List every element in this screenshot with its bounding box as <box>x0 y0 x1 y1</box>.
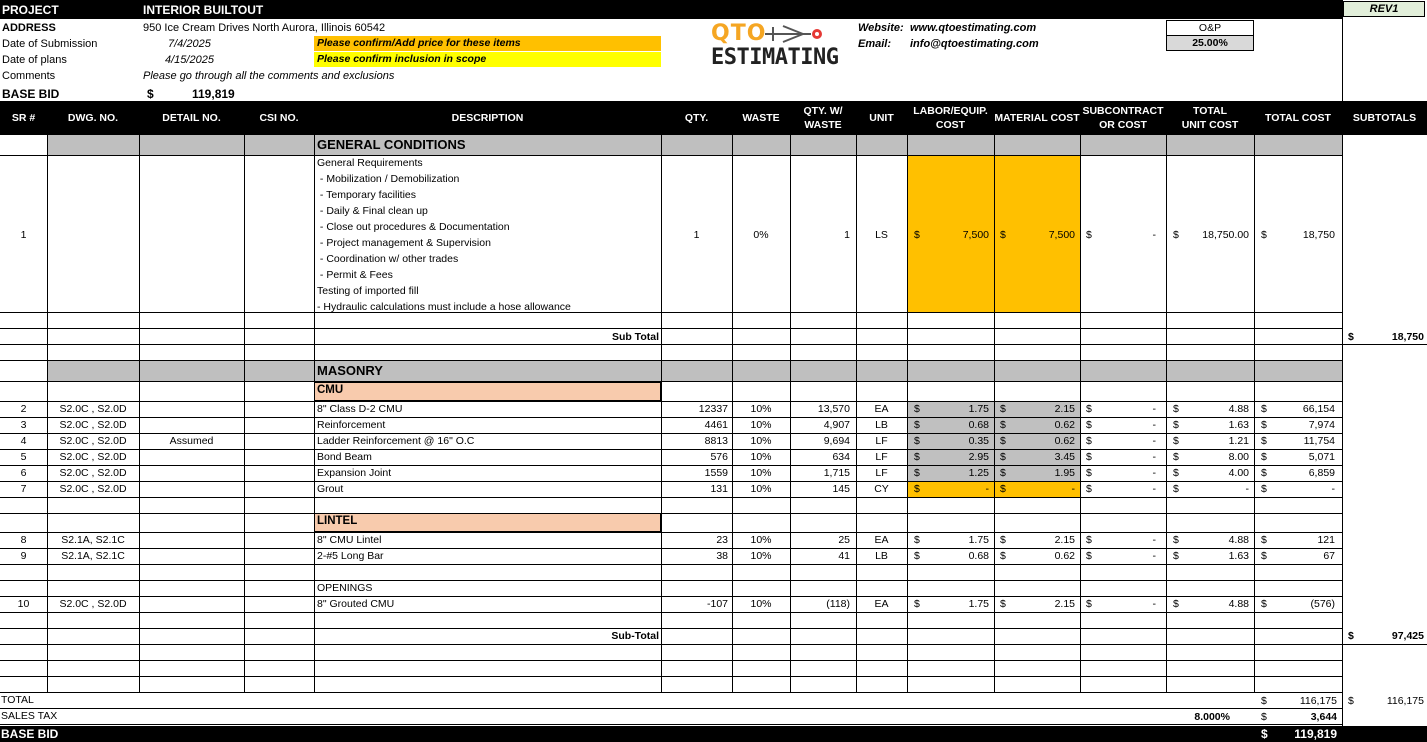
masonry-qty[interactable]: 8813 <box>704 435 728 447</box>
masonry-labor-dollar: $ <box>914 419 920 431</box>
base-bid-value-top[interactable]: 119,819 <box>192 87 235 101</box>
masonry-qtyw: 9,694 <box>823 435 850 447</box>
masonry-tc: 7,974 <box>1308 419 1335 431</box>
masonry-labor-dollar: $ <box>914 534 920 546</box>
masonry-labor[interactable]: 0.68 <box>968 550 989 562</box>
masonry-tc-dollar: $ <box>1261 534 1267 546</box>
base-bid-currency-top: $ <box>147 87 154 101</box>
openings-label: OPENINGS <box>317 582 373 594</box>
masonry-qtyw: 25 <box>838 534 850 546</box>
masonry-tuc-dollar: $ <box>1173 419 1179 431</box>
grid-row-line <box>0 644 1342 645</box>
masonry-unit[interactable]: LB <box>875 550 888 562</box>
grid-col-line <box>314 135 315 692</box>
masonry-labor-dollar: $ <box>914 403 920 415</box>
masonry-tuc-dollar: $ <box>1173 534 1179 546</box>
sales-tax-value: 3,644 <box>1310 711 1337 723</box>
masonry-tuc: 1.21 <box>1228 435 1249 447</box>
email-value[interactable]: info@qtoestimating.com <box>910 38 1039 50</box>
header-divider <box>1342 0 1343 101</box>
masonry-tuc: 4.88 <box>1228 403 1249 415</box>
grid-row-line <box>0 564 1342 565</box>
masonry-qtyw: 13,570 <box>817 403 850 415</box>
masonry-material-dollar: $ <box>1000 534 1006 546</box>
gen-sr: 1 <box>20 229 27 241</box>
masonry-material[interactable]: 0.62 <box>1054 550 1075 562</box>
masonry-tuc-dollar: $ <box>1173 550 1179 562</box>
masonry-detail[interactable] <box>139 532 244 548</box>
masonry-tc: 121 <box>1317 534 1335 546</box>
masonry-desc[interactable]: Reinforcement <box>317 419 386 431</box>
website-label: Website: <box>858 22 904 34</box>
masonry-unit[interactable]: LF <box>875 435 888 447</box>
general-description-line[interactable]: - Hydraulic calculations must include a hose allowance <box>317 301 571 313</box>
masonry-sr: 9 <box>20 550 27 562</box>
masonry-waste[interactable]: 10% <box>750 534 772 546</box>
masonry-sub-dollar: $ <box>1086 534 1092 546</box>
masonry-labor-dollar: $ <box>914 435 920 447</box>
masonry-material-dollar: $ <box>1000 483 1006 495</box>
col-total-cost: TOTAL COST <box>1265 112 1331 124</box>
masonry-desc[interactable]: Expansion Joint <box>317 467 392 479</box>
plans-value[interactable]: 4/15/2025 <box>165 54 214 66</box>
masonry-waste[interactable]: 10% <box>750 483 772 495</box>
masonry-tuc: 4.88 <box>1228 534 1249 546</box>
base-bid-label-top: BASE BID <box>2 87 60 101</box>
masonry-detail[interactable] <box>139 596 244 612</box>
masonry-material-dollar: $ <box>1000 419 1006 431</box>
col-total-unit-cost: TOTAL UNIT COST <box>1181 105 1239 131</box>
email-label: Email: <box>858 38 892 50</box>
general-description-line[interactable]: General Requirements <box>317 157 423 169</box>
gen-tc: 18,750 <box>1302 229 1335 241</box>
masonry-qtyw: 1,715 <box>823 467 850 479</box>
masonry-tc: 11,754 <box>1303 435 1335 447</box>
masonry-labor[interactable]: - <box>985 483 989 495</box>
masonry-sr: 6 <box>20 467 27 479</box>
masonry-tuc: 1.63 <box>1228 419 1249 431</box>
logo-compass-icon <box>763 22 827 46</box>
masonry-qtyw: (118) <box>826 598 850 610</box>
masonry-tuc-dollar: $ <box>1173 403 1179 415</box>
masonry-unit[interactable]: LB <box>875 419 888 431</box>
op-value[interactable]: 25.00% <box>1166 35 1254 51</box>
masonry-material[interactable]: - <box>1071 483 1075 495</box>
logo-qto-text: QTO <box>711 21 767 46</box>
masonry-desc[interactable]: Grout <box>317 483 344 495</box>
masonry-dwg[interactable]: S2.0C , S2.0D <box>59 483 127 495</box>
gen-unit[interactable]: LS <box>875 229 888 241</box>
col-waste: WASTE <box>742 112 780 124</box>
masonry-dwg[interactable]: S2.0C , S2.0D <box>59 435 127 447</box>
masonry-sub[interactable]: - <box>1152 467 1156 479</box>
grid-row-line <box>0 692 1342 693</box>
grid-row-line <box>0 628 1342 629</box>
col-subtotals: SUBTOTALS <box>1352 112 1417 124</box>
masonry-material-dollar: $ <box>1000 451 1006 463</box>
masonry-tuc-dollar: $ <box>1173 451 1179 463</box>
masonry-section-title: MASONRY <box>317 363 383 378</box>
general-description-line[interactable]: - Daily & Final clean up <box>317 205 428 217</box>
masonry-labor-dollar: $ <box>914 598 920 610</box>
total-dollar: $ <box>1261 695 1267 707</box>
logo-estimating-text: ESTIMATING <box>711 45 839 70</box>
masonry-labor-dollar: $ <box>914 451 920 463</box>
rev-box[interactable]: REV1 <box>1343 1 1425 17</box>
col-qty: QTY. <box>684 112 709 124</box>
masonry-tuc-dollar: $ <box>1173 598 1179 610</box>
masonry-detail[interactable]: Assumed <box>169 435 214 447</box>
masonry-qty[interactable]: 12337 <box>698 403 728 415</box>
gen-material-dollar: $ <box>1000 229 1006 241</box>
masonry-material[interactable]: 0.62 <box>1054 435 1075 447</box>
masonry-waste[interactable]: 10% <box>750 451 772 463</box>
masonry-desc[interactable]: Ladder Reinforcement @ 16" O.C <box>317 435 475 447</box>
general-description-line[interactable]: - Permit & Fees <box>317 269 393 281</box>
gen-waste[interactable]: 0% <box>753 229 769 241</box>
masonry-desc[interactable]: 8" CMU Lintel <box>317 534 382 546</box>
masonry-unit[interactable]: LF <box>875 467 888 479</box>
masonry-tc-dollar: $ <box>1261 467 1267 479</box>
masonry-sub-dollar: $ <box>1086 598 1092 610</box>
project-label: PROJECT <box>2 3 59 17</box>
masonry-detail[interactable] <box>139 417 244 433</box>
gen-tuc-dollar: $ <box>1173 229 1179 241</box>
base-bid-label-bottom: BASE BID <box>1 727 59 741</box>
masonry-desc[interactable]: Bond Beam <box>317 451 372 463</box>
masonry-tc: - <box>1331 483 1335 495</box>
masonry-labor[interactable]: 0.68 <box>968 419 989 431</box>
base-bid-dollar-bottom: $ <box>1261 727 1268 741</box>
masonry-detail[interactable] <box>139 449 244 465</box>
cmu-subheader-label: CMU <box>317 384 344 396</box>
submission-value[interactable]: 7/4/2025 <box>168 38 211 50</box>
grid-row-line <box>0 580 1342 581</box>
masonry-material-dollar: $ <box>1000 435 1006 447</box>
grid-row-line <box>0 312 1342 313</box>
masonry-labor[interactable]: 1.75 <box>968 534 989 546</box>
masonry-unit[interactable]: EA <box>874 403 889 415</box>
masonry-waste[interactable]: 10% <box>750 403 772 415</box>
masonry-labor[interactable]: 1.75 <box>968 403 989 415</box>
masonry-tc-dollar: $ <box>1261 451 1267 463</box>
masonry-detail[interactable] <box>139 481 244 497</box>
masonry-qty[interactable]: 38 <box>716 550 728 562</box>
gen-labor-dollar: $ <box>914 229 920 241</box>
masonry-sr: 4 <box>20 435 27 447</box>
general-section-title: GENERAL CONDITIONS <box>317 137 466 152</box>
masonry-tc: 66,154 <box>1302 403 1335 415</box>
masonry-sub[interactable]: - <box>1152 483 1156 495</box>
sales-tax-rate[interactable]: 8.000% <box>1194 711 1230 723</box>
total-value: 116,175 <box>1299 695 1337 707</box>
masonry-sub-dollar: $ <box>1086 550 1092 562</box>
masonry-material[interactable]: 2.15 <box>1054 403 1075 415</box>
masonry-labor[interactable]: 1.75 <box>968 598 989 610</box>
masonry-qtyw: 41 <box>838 550 850 562</box>
masonry-tc-dollar: $ <box>1261 598 1267 610</box>
masonry-sub[interactable]: - <box>1152 534 1156 546</box>
grid-row-line <box>0 708 1342 709</box>
masonry-tuc: - <box>1245 483 1249 495</box>
masonry-dwg[interactable]: S2.1A, S2.1C <box>61 534 125 546</box>
col-qty-waste: QTY. W/ WASTE <box>803 105 843 131</box>
masonry-unit[interactable]: CY <box>874 483 889 495</box>
masonry-sub[interactable]: - <box>1152 598 1156 610</box>
sales-tax-label: SALES TAX <box>1 710 58 722</box>
comments-value[interactable]: Please go through all the comments and exclusions <box>143 70 395 82</box>
grid-row-line <box>0 724 1342 725</box>
grid-row-line <box>0 360 1342 361</box>
col-dwg: DWG. NO. <box>67 112 119 124</box>
col-description: DESCRIPTION <box>451 112 524 124</box>
masonry-qty[interactable]: 1559 <box>704 467 728 479</box>
project-value[interactable]: INTERIOR BUILTOUT <box>143 3 264 17</box>
general-description[interactable] <box>317 155 661 315</box>
grid-row-line <box>0 660 1342 661</box>
comments-label: Comments <box>2 70 56 82</box>
masonry-tc-dollar: $ <box>1261 550 1267 562</box>
masonry-waste[interactable]: 10% <box>750 419 772 431</box>
col-subcontract: SUBCONTRACT OR COST <box>1082 105 1164 131</box>
masonry-sub[interactable]: - <box>1152 435 1156 447</box>
masonry-subtotal-value: 97,425 <box>1391 630 1424 642</box>
masonry-qty[interactable]: 23 <box>716 534 728 546</box>
op-label: O&P <box>1166 20 1254 36</box>
masonry-desc[interactable]: 8" Class D-2 CMU <box>317 403 403 415</box>
masonry-tc: 6,859 <box>1308 467 1335 479</box>
masonry-material[interactable]: 0.62 <box>1054 419 1075 431</box>
grid-row-line <box>0 328 1342 329</box>
general-description-line[interactable]: - Project management & Supervision <box>317 237 491 249</box>
masonry-tuc-dollar: $ <box>1173 467 1179 479</box>
gen-sub[interactable]: - <box>1152 229 1156 241</box>
masonry-tuc: 1.63 <box>1228 550 1249 562</box>
masonry-labor[interactable]: 2.95 <box>968 451 989 463</box>
masonry-material[interactable]: 2.15 <box>1054 534 1075 546</box>
col-material: MATERIAL COST <box>994 112 1080 124</box>
masonry-labor-dollar: $ <box>914 467 920 479</box>
address-label: ADDRESS <box>2 22 56 34</box>
masonry-material[interactable]: 1.95 <box>1054 467 1075 479</box>
masonry-desc[interactable]: 2-#5 Long Bar <box>317 550 384 562</box>
masonry-dwg[interactable]: S2.0C , S2.0D <box>59 598 127 610</box>
masonry-subtotal-label: Sub-Total <box>611 630 659 642</box>
masonry-detail[interactable] <box>139 465 244 481</box>
masonry-tuc-dollar: $ <box>1173 483 1179 495</box>
masonry-sub-dollar: $ <box>1086 467 1092 479</box>
total-subtotal-value: 116,175 <box>1386 695 1424 707</box>
masonry-waste[interactable]: 10% <box>750 467 772 479</box>
grid-row-line <box>0 381 1342 382</box>
masonry-tc: 67 <box>1323 550 1335 562</box>
masonry-qty[interactable]: 131 <box>710 483 728 495</box>
masonry-sub-dollar: $ <box>1086 403 1092 415</box>
masonry-unit[interactable]: LF <box>875 451 888 463</box>
masonry-sub-dollar: $ <box>1086 451 1092 463</box>
gen-subtotal-value: 18,750 <box>1391 331 1424 343</box>
lintel-subheader-label: LINTEL <box>317 515 358 527</box>
gen-tuc: 18,750.00 <box>1202 229 1249 241</box>
masonry-tuc: 8.00 <box>1228 451 1249 463</box>
grid-row-line <box>0 344 1342 345</box>
grid-row-line <box>0 676 1342 677</box>
plans-label: Date of plans <box>2 54 67 66</box>
masonry-labor-dollar: $ <box>914 483 920 495</box>
masonry-tc: 5,071 <box>1308 451 1335 463</box>
gen-qty[interactable]: 1 <box>693 229 700 241</box>
col-detail: DETAIL NO. <box>162 112 221 124</box>
note-yellow: Please confirm inclusion in scope <box>314 52 661 67</box>
general-description-line[interactable]: - Close out procedures & Documentation <box>317 221 510 233</box>
masonry-qtyw: 145 <box>832 483 850 495</box>
masonry-waste[interactable]: 10% <box>750 435 772 447</box>
masonry-subtotal-dollar: $ <box>1348 630 1354 642</box>
masonry-dwg[interactable]: S2.0C , S2.0D <box>59 451 127 463</box>
col-sr: SR # <box>11 112 36 124</box>
gen-material[interactable]: 7,500 <box>1048 229 1075 241</box>
masonry-sub[interactable]: - <box>1152 419 1156 431</box>
general-description-line[interactable]: - Mobilization / Demobilization <box>317 173 460 185</box>
masonry-labor[interactable]: 1.25 <box>968 467 989 479</box>
masonry-sr: 10 <box>17 598 30 610</box>
masonry-desc[interactable]: 8" Grouted CMU <box>317 598 395 610</box>
masonry-material[interactable]: 2.15 <box>1054 598 1075 610</box>
gen-labor[interactable]: 7,500 <box>962 229 989 241</box>
masonry-tc-dollar: $ <box>1261 483 1267 495</box>
submission-label: Date of Submission <box>2 38 98 50</box>
masonry-sub-dollar: $ <box>1086 483 1092 495</box>
masonry-sub[interactable]: - <box>1152 403 1156 415</box>
masonry-material-dollar: $ <box>1000 403 1006 415</box>
general-description-line[interactable]: Testing of imported fill <box>317 285 419 297</box>
masonry-material-dollar: $ <box>1000 467 1006 479</box>
masonry-material[interactable]: 3.45 <box>1054 451 1075 463</box>
masonry-qty[interactable]: -107 <box>706 598 728 610</box>
grid-row-line <box>0 513 1342 514</box>
masonry-labor[interactable]: 0.35 <box>968 435 989 447</box>
masonry-sub[interactable]: - <box>1152 451 1156 463</box>
masonry-tuc: 4.00 <box>1228 467 1249 479</box>
base-bid-bar <box>0 726 1427 742</box>
general-description-line[interactable]: - Temporary facilities <box>317 189 417 201</box>
masonry-dwg[interactable]: S2.0C , S2.0D <box>59 467 127 479</box>
grid-row-line <box>0 155 1342 156</box>
masonry-tc-dollar: $ <box>1261 403 1267 415</box>
sales-tax-dollar: $ <box>1261 711 1267 723</box>
total-label: TOTAL <box>1 694 34 706</box>
masonry-unit[interactable]: EA <box>874 534 889 546</box>
masonry-sr: 5 <box>20 451 27 463</box>
total-subtotal-dollar: $ <box>1348 695 1354 707</box>
masonry-labor-dollar: $ <box>914 550 920 562</box>
masonry-sr: 2 <box>20 403 27 415</box>
lintel-subheader <box>314 513 661 532</box>
note-orange: Please confirm/Add price for these items <box>314 36 661 51</box>
masonry-waste[interactable]: 10% <box>750 598 772 610</box>
address-value[interactable]: 950 Ice Cream Drives North Aurora, Illinois 60542 <box>143 22 386 34</box>
cmu-subheader <box>314 382 661 401</box>
col-labor: LABOR/EQUIP. COST <box>913 105 988 131</box>
gen-qtyw: 1 <box>844 229 850 241</box>
subtotal-underline <box>1342 644 1427 645</box>
general-section-bar <box>47 135 1342 155</box>
company-logo <box>711 20 839 72</box>
masonry-sub-dollar: $ <box>1086 435 1092 447</box>
gen-subtotal-label: Sub Total <box>611 331 659 343</box>
masonry-waste[interactable]: 10% <box>750 550 772 562</box>
general-description-line[interactable]: - Coordination w/ other trades <box>317 253 459 265</box>
masonry-sr: 3 <box>20 419 27 431</box>
masonry-detail[interactable] <box>139 548 244 564</box>
masonry-tc: (576) <box>1310 598 1335 610</box>
grid-row-line <box>0 612 1342 613</box>
gen-sub-dollar: $ <box>1086 229 1092 241</box>
masonry-dwg[interactable]: S2.1A, S2.1C <box>61 550 125 562</box>
masonry-dwg[interactable]: S2.0C , S2.0D <box>59 419 127 431</box>
gen-tc-dollar: $ <box>1261 229 1267 241</box>
masonry-tc-dollar: $ <box>1261 435 1267 447</box>
masonry-qtyw: 4,907 <box>823 419 850 431</box>
col-unit: UNIT <box>869 112 894 124</box>
masonry-tc-dollar: $ <box>1261 419 1267 431</box>
masonry-tuc: 4.88 <box>1228 598 1249 610</box>
masonry-sr: 7 <box>20 483 27 495</box>
grid-row-line <box>0 497 1342 498</box>
masonry-sub-dollar: $ <box>1086 419 1092 431</box>
gen-subtotal-dollar: $ <box>1348 331 1354 343</box>
masonry-unit[interactable]: EA <box>874 598 889 610</box>
masonry-qty[interactable]: 576 <box>710 451 728 463</box>
website-value[interactable]: www.qtoestimating.com <box>910 22 1037 34</box>
masonry-sr: 8 <box>20 534 27 546</box>
masonry-qtyw: 634 <box>832 451 850 463</box>
masonry-tuc-dollar: $ <box>1173 435 1179 447</box>
masonry-material-dollar: $ <box>1000 550 1006 562</box>
masonry-qty[interactable]: 4461 <box>704 419 728 431</box>
masonry-section-bar <box>47 361 1342 381</box>
masonry-detail[interactable] <box>139 401 244 417</box>
grid-col-line <box>244 135 245 692</box>
masonry-material-dollar: $ <box>1000 598 1006 610</box>
masonry-dwg[interactable]: S2.0C , S2.0D <box>59 403 127 415</box>
base-bid-value-bottom: 119,819 <box>1294 727 1337 741</box>
masonry-sub[interactable]: - <box>1152 550 1156 562</box>
col-csi: CSI NO. <box>259 112 299 124</box>
